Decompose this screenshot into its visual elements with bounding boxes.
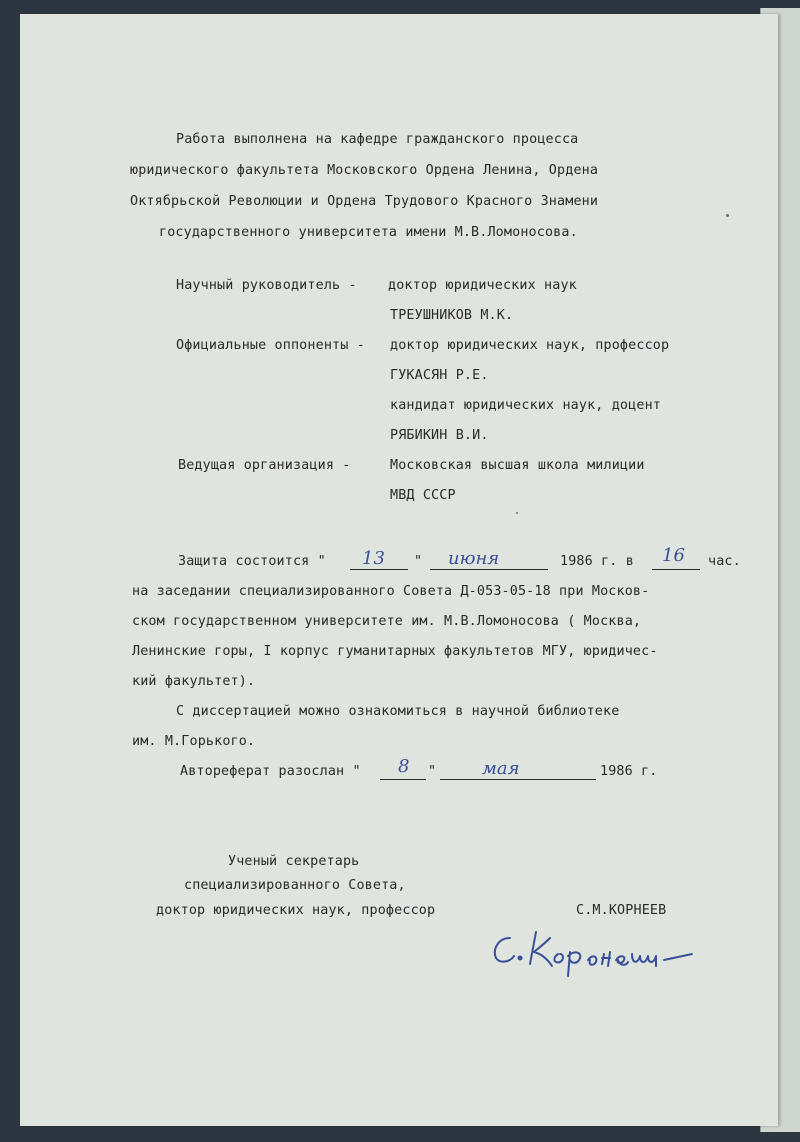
defense-line-4: кий факультет). — [132, 674, 256, 689]
handwritten-signature — [488, 924, 718, 984]
defense-prefix: Защита состоится " — [178, 554, 326, 569]
header-line-1: Работа выполнена на кафедре гражданского процесса — [176, 132, 579, 147]
sent-quote-close: " — [428, 764, 437, 779]
sent-prefix: Автореферат разослан " — [180, 764, 361, 779]
opponents-label: Официальные оппоненты - — [176, 338, 365, 353]
defense-month-handwritten: июня — [448, 548, 500, 569]
library-line-2: им. М.Горького. — [132, 734, 256, 749]
secretary-line-3: доктор юридических наук, профессор — [156, 903, 436, 918]
defense-hour-handwritten: 16 — [662, 545, 685, 566]
defense-year: 1986 г. в — [560, 554, 634, 569]
sent-day-blank — [380, 779, 426, 780]
paper-speck — [516, 512, 518, 514]
sent-year: 1986 г. — [600, 764, 658, 779]
supervisor-name: ТРЕУШНИКОВ М.К. — [390, 308, 514, 323]
defense-line-2: ском государственном университете им. М.В.Ломоносова ( Москва, — [132, 614, 642, 629]
opponent1-name: ГУКАСЯН Р.Е. — [390, 368, 489, 383]
defense-day-handwritten: 13 — [362, 548, 385, 569]
sent-month-handwritten: мая — [482, 758, 520, 779]
header-line-3: Октябрьской Революции и Ордена Трудового Красного Знамени — [130, 194, 599, 209]
defense-day-blank — [350, 569, 408, 570]
defense-month-blank — [430, 569, 548, 570]
sent-month-blank — [440, 779, 596, 780]
defense-hour-suffix: час. — [708, 554, 741, 569]
org-line-1: Московская высшая школа милиции — [390, 458, 645, 473]
secretary-line-1: Ученый секретарь — [228, 854, 360, 869]
org-label: Ведущая организация - — [178, 458, 351, 473]
supervisor-title: доктор юридических наук — [388, 278, 577, 293]
supervisor-label: Научный руководитель - — [176, 278, 357, 293]
library-line-1: С диссертацией можно ознакомиться в научной библиотеке — [176, 704, 620, 719]
defense-hour-blank — [652, 569, 700, 570]
secretary-name: С.М.КОРНЕЕВ — [576, 903, 667, 918]
sent-day-handwritten: 8 — [398, 756, 410, 777]
opponent2-title: кандидат юридических наук, доцент — [390, 398, 661, 413]
header-line-2: юридического факультета Московского Ордена Ленина, Ордена — [130, 163, 599, 178]
secretary-line-2: специализированного Совета, — [184, 878, 406, 893]
defense-quote-close: " — [414, 554, 423, 569]
header-line-4: государственного университета имени М.В.Ломоносова. — [159, 225, 578, 240]
opponent1-title: доктор юридических наук, профессор — [390, 338, 670, 353]
defense-line-3: Ленинские горы, I корпус гуманитарных факультетов МГУ, юридичес- — [132, 644, 658, 659]
defense-line-1: на заседании специализированного Совета Д-053-05-18 при Москов- — [132, 584, 650, 599]
org-line-2: МВД СССР — [390, 488, 456, 503]
paper-speck — [726, 214, 729, 217]
opponent2-name: РЯБИКИН В.И. — [390, 428, 489, 443]
document-page — [20, 14, 778, 1126]
